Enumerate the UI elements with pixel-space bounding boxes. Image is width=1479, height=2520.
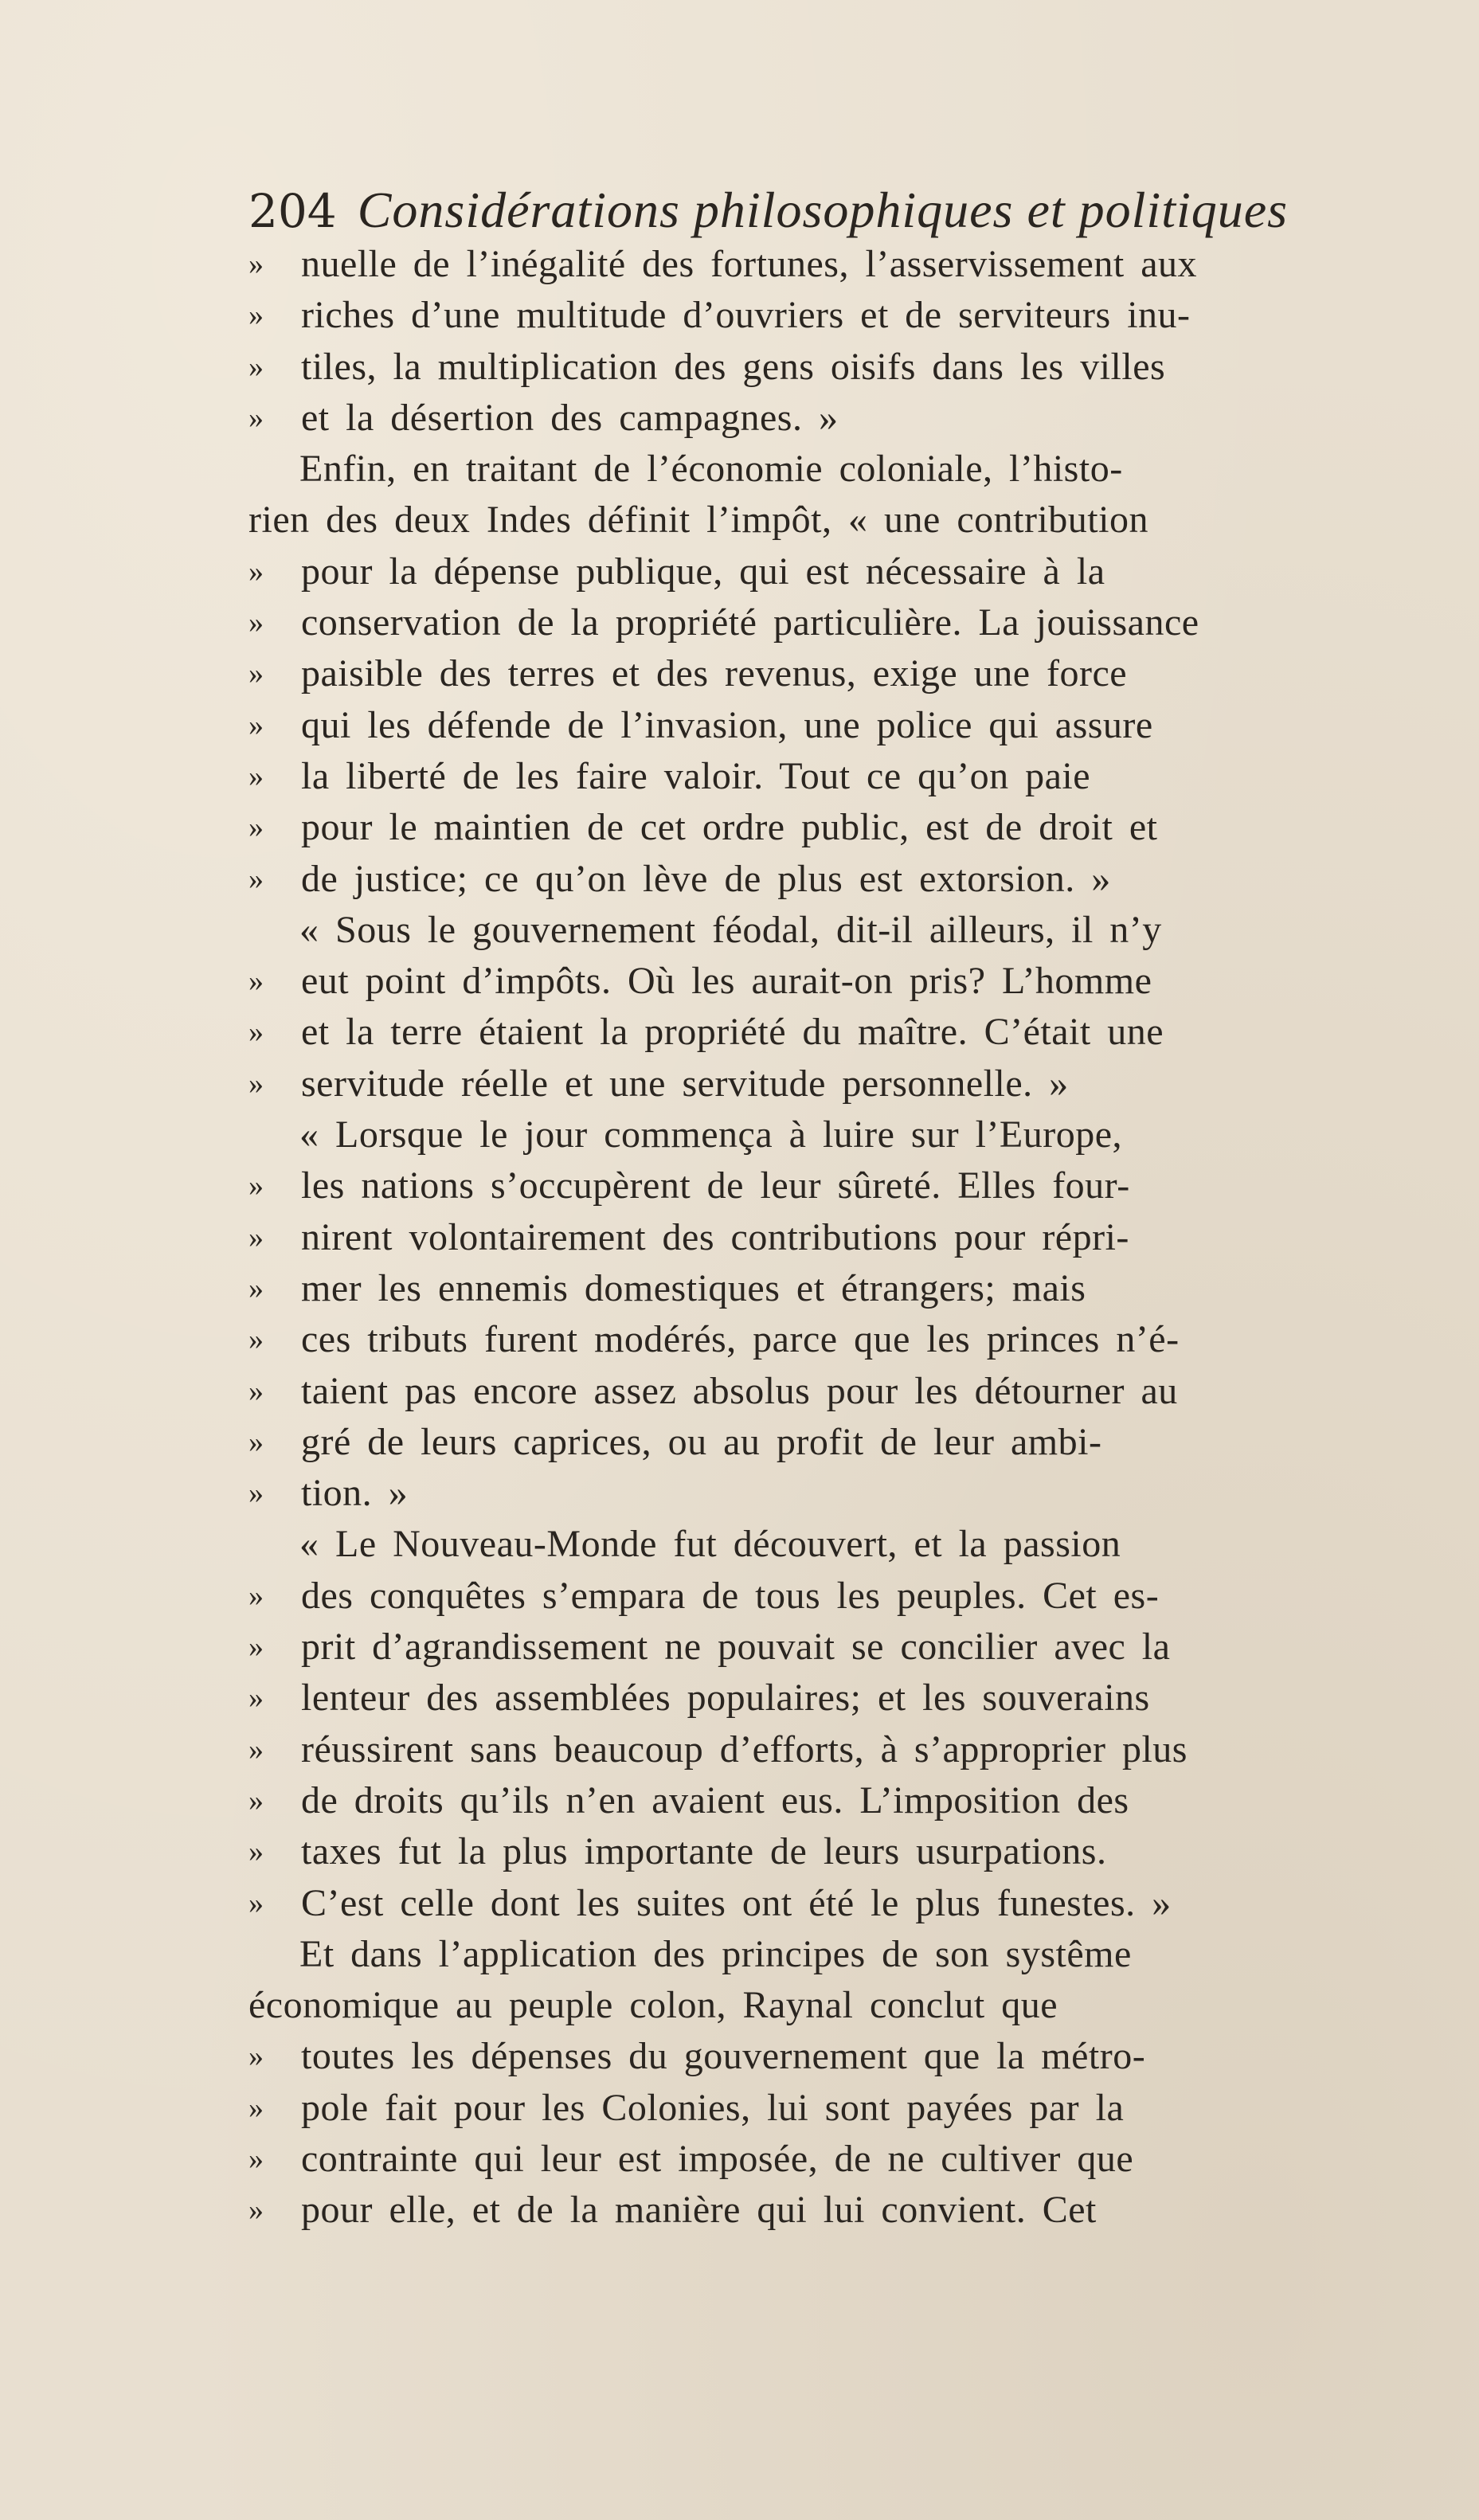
quote-marker: » <box>248 606 264 640</box>
text-line <box>248 1878 1411 1929</box>
quote-marker: » <box>248 862 264 896</box>
text-line <box>248 444 1411 495</box>
text-line <box>248 1314 1411 1365</box>
text-line <box>248 2031 1411 2082</box>
line-text: lenteur des assemblées populaires; et les souverains <box>301 1677 1150 1720</box>
text-line <box>248 546 1411 597</box>
quote-marker: » <box>248 1374 264 1408</box>
quote-marker: » <box>248 965 264 999</box>
quote-marker: » <box>248 1579 264 1613</box>
quote-marker: » <box>248 2142 264 2176</box>
quote-marker: » <box>248 554 264 589</box>
quote-marker: » <box>248 2193 264 2228</box>
line-text: « Le Nouveau-Monde fut découvert, et la passion <box>299 1523 1121 1566</box>
quote-marker: » <box>248 350 264 384</box>
text-line <box>248 1468 1411 1519</box>
line-text: tiles, la multiplication des gens oisifs dans les villes <box>301 345 1166 388</box>
text-line <box>248 1673 1411 1724</box>
line-text: qui les défende de l’invasion, une police qui assure <box>301 703 1153 746</box>
text-line <box>248 290 1411 341</box>
line-text: contrainte qui leur est imposée, de ne cultiver que <box>301 2137 1134 2180</box>
line-text: Enfin, en traitant de l’économie coloniale, l’histo- <box>299 448 1123 491</box>
line-text: nirent volontairement des contributions pour répri- <box>301 1215 1129 1258</box>
text-line <box>248 700 1411 751</box>
text-line <box>248 1775 1411 1826</box>
line-text: économique au peuple colon, Raynal conclut que <box>248 1984 1058 2027</box>
quote-marker: » <box>248 248 264 281</box>
text-line <box>248 1724 1411 1775</box>
text-line <box>248 1263 1411 1314</box>
line-text: et la terre étaient la propriété du maître. C’était une <box>301 1011 1164 1054</box>
line-text: riches d’une multitude d’ouvriers et de serviteurs inu- <box>301 294 1191 337</box>
line-text: taxes fut la plus importante de leurs usurpations. <box>301 1830 1107 1873</box>
running-title: Considérations philosophiques et politiques <box>357 182 1289 238</box>
line-text: Et dans l’application des principes de son systême <box>299 1932 1132 1975</box>
line-text: de justice; ce qu’on lève de plus est extorsion. » <box>301 857 1111 900</box>
text-line <box>248 393 1411 444</box>
quote-marker: » <box>248 2091 264 2125</box>
quote-marker: » <box>248 299 264 333</box>
text-line <box>248 1007 1411 1058</box>
quote-marker: » <box>248 1220 264 1254</box>
line-text: la liberté de les faire valoir. Tout ce qu’on paie <box>301 754 1091 797</box>
text-line <box>248 597 1411 648</box>
line-text: taient pas encore assez absolus pour les détourner au <box>301 1369 1178 1412</box>
quote-marker: » <box>248 1783 264 1818</box>
text-line <box>248 2083 1411 2134</box>
line-text: « Sous le gouvernement féodal, dit-il ailleurs, il n’y <box>299 908 1162 951</box>
quote-marker: » <box>248 657 264 691</box>
quote-marker: » <box>248 401 264 435</box>
line-text: « Lorsque le jour commença à luire sur l’Europe, <box>299 1113 1122 1156</box>
page-header <box>248 178 1411 242</box>
line-text: toutes les dépenses du gouvernement que la métro- <box>301 2035 1146 2078</box>
text-line <box>248 1980 1411 2031</box>
line-text: les nations s’occupèrent de leur sûreté. Elles four- <box>301 1164 1130 1207</box>
quote-marker: » <box>248 759 264 793</box>
quote-marker: » <box>248 1425 264 1459</box>
text-line <box>248 495 1411 546</box>
text-line <box>248 1160 1411 1211</box>
line-text: conservation de la propriété particulière. La jouissance <box>301 601 1199 644</box>
text-line <box>248 648 1411 699</box>
line-text: gré de leurs caprices, ou au profit de leur ambi- <box>301 1420 1102 1463</box>
quote-marker: » <box>248 1015 264 1050</box>
quote-marker: » <box>248 1271 264 1305</box>
text-line <box>248 1826 1411 1877</box>
text-line <box>248 1417 1411 1468</box>
line-text: de droits qu’ils n’en avaient eus. L’imposition des <box>301 1778 1129 1822</box>
text-line <box>248 1519 1411 1570</box>
line-text: réussirent sans beaucoup d’efforts, à s’approprier plus <box>301 1728 1188 1771</box>
line-text: pole fait pour les Colonies, lui sont payées par la <box>301 2086 1125 2129</box>
text-line <box>248 956 1411 1007</box>
quote-marker: » <box>248 1477 264 1511</box>
quote-marker: » <box>248 1732 264 1767</box>
text-line <box>248 1109 1411 1160</box>
line-text: rien des deux Indes définit l’impôt, « une contribution <box>248 499 1148 542</box>
text-line <box>248 854 1411 905</box>
text-line <box>248 2134 1411 2185</box>
text-line <box>248 1929 1411 1980</box>
text-line <box>248 905 1411 956</box>
text-line <box>248 342 1411 393</box>
quote-marker: » <box>248 2040 264 2074</box>
text-line <box>248 239 1411 290</box>
quote-marker: » <box>248 1323 264 1357</box>
text-line <box>248 1212 1411 1263</box>
line-text: C’est celle dont les suites ont été le plus funestes. » <box>301 1881 1172 1924</box>
line-text: des conquêtes s’empara de tous les peuples. Cet es- <box>301 1574 1160 1617</box>
text-line <box>248 1058 1411 1109</box>
line-text: nuelle de l’inégalité des fortunes, l’asservissement aux <box>301 243 1197 285</box>
line-text: prit d’agrandissement ne pouvait se concilier avec la <box>301 1626 1171 1669</box>
line-text: eut point d’impôts. Où les aurait-on pris? L’homme <box>301 960 1152 1003</box>
quote-marker: » <box>248 1886 264 1920</box>
line-text: mer les ennemis domestiques et étrangers; mais <box>301 1266 1086 1309</box>
line-text: servitude réelle et une servitude personnelle. » <box>301 1062 1069 1105</box>
text-line <box>248 1571 1411 1622</box>
quote-marker: » <box>248 811 264 845</box>
line-text: tion. » <box>301 1472 409 1515</box>
quote-marker: » <box>248 1681 264 1716</box>
quote-marker: » <box>248 1630 264 1665</box>
text-line <box>248 751 1411 802</box>
line-text: et la désertion des campagnes. » <box>301 396 839 439</box>
text-line <box>248 802 1411 853</box>
line-text: pour la dépense publique, qui est nécessaire à la <box>301 550 1105 593</box>
text-line <box>248 2185 1411 2236</box>
body-text <box>248 239 1411 2236</box>
quote-marker: » <box>248 1169 264 1203</box>
line-text: ces tributs furent modérés, parce que les princes n’é- <box>301 1318 1180 1361</box>
text-line <box>248 1622 1411 1673</box>
line-text: paisible des terres et des revenus, exige une force <box>301 652 1128 695</box>
line-text: pour elle, et de la manière qui lui convient. Cet <box>301 2189 1097 2232</box>
page-number: 204 <box>248 184 337 238</box>
line-text: pour le maintien de cet ordre public, est de droit et <box>301 806 1158 849</box>
quote-marker: » <box>248 1835 264 1869</box>
quote-marker: » <box>248 1066 264 1101</box>
quote-marker: » <box>248 708 264 742</box>
text-line <box>248 1366 1411 1417</box>
